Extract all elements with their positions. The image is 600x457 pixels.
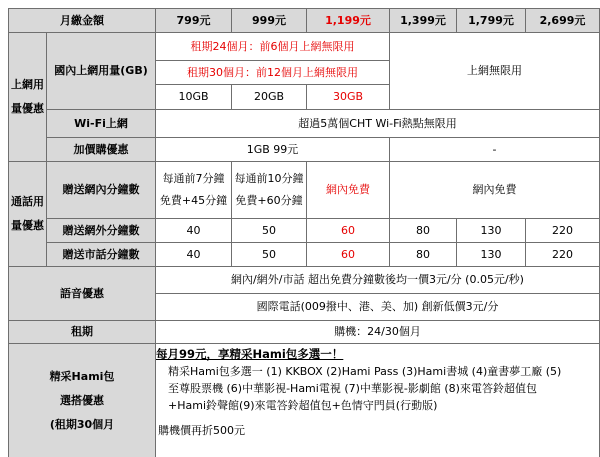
- addon-purchase-none: -: [390, 138, 600, 162]
- promo-30-months: 租期30個月：前12個月上網無限用: [156, 61, 390, 85]
- landline-1799: 130: [457, 243, 526, 267]
- price-1199: 1,199元: [307, 9, 390, 33]
- voice-offer-label: 語音優惠: [9, 267, 156, 321]
- landline-999: 50: [232, 243, 307, 267]
- data-usage-1199: 30GB: [307, 85, 390, 110]
- voice-offer-international-rate: 國際電話(009撥中、港、美、加) 創新低價3元/分: [156, 294, 600, 321]
- landline-799: 40: [156, 243, 232, 267]
- domestic-data-label: 國內上網用量(GB): [47, 33, 156, 110]
- price-1799: 1,799元: [457, 9, 526, 33]
- landline-1399: 80: [390, 243, 457, 267]
- hami-option-line1: 精采Hami包多選一 (1) KKBOX (2)Hami Pass (3)Hami書城 (4)童書夢工廠 (5): [168, 365, 562, 378]
- wifi-label: Wi-Fi上網: [47, 110, 156, 138]
- offnet-1399: 80: [390, 219, 457, 243]
- addon-purchase-label: 加價購優惠: [47, 138, 156, 162]
- voice-group-label: [9, 162, 47, 267]
- wifi-value: 超過5萬個CHT Wi-Fi熱點無限用: [156, 110, 600, 138]
- offnet-1199: 60: [307, 219, 390, 243]
- onnet-minutes-799: [156, 162, 232, 219]
- onnet-minutes-high-plans: 網內免費: [390, 162, 600, 219]
- onnet-minutes-label: 贈送網內分鐘數: [47, 162, 156, 219]
- offnet-1799: 130: [457, 219, 526, 243]
- hami-option-line3: +Hami鈴聲館(9)來電答鈴超值包+色情守門員(行動版): [168, 399, 438, 412]
- internet-group-label-line1: 上網用: [11, 78, 44, 91]
- onnet-999-line2: 免費+60分鐘: [235, 194, 303, 207]
- hami-label-line2: 選搭優惠: [60, 393, 104, 407]
- offnet-799: 40: [156, 219, 232, 243]
- monthly-fee-label: 月繳金額: [9, 9, 156, 33]
- internet-group-label: [9, 33, 47, 162]
- data-usage-999: 20GB: [232, 85, 307, 110]
- voice-group-label-line2: 量優惠: [11, 219, 44, 232]
- data-usage-799: 10GB: [156, 85, 232, 110]
- contract-term-value: 購機：24/30個月: [156, 321, 600, 344]
- onnet-minutes-999: [232, 162, 307, 219]
- landline-2699: 220: [526, 243, 600, 267]
- price-999: 999元: [232, 9, 307, 33]
- price-2699: 2,699元: [526, 9, 600, 33]
- hami-bundle-title: 每月99元，享精采Hami包多選一！: [156, 347, 344, 361]
- landline-minutes-label: 贈送市話分鐘數: [47, 243, 156, 267]
- voice-offer-overage-rate: 網內/網外/市話 超出免費分鐘數後均一價3元/分 (0.05元/秒): [156, 267, 600, 294]
- promo-24-months: 租期24個月：前6個月上網無限用: [156, 33, 390, 61]
- onnet-minutes-1199: 網內免費: [307, 162, 390, 219]
- hami-option-line2: 至尊股票機 (6)中華影視-Hami電視 (7)中華影視-影劇館 (8)來電答鈴超值包: [168, 382, 537, 395]
- voice-group-label-line1: 通話用: [11, 195, 44, 208]
- internet-group-label-line2: 量優惠: [11, 102, 44, 115]
- addon-purchase-value: 1GB 99元: [156, 138, 390, 162]
- hami-label-line1: 精采Hami包: [49, 369, 115, 383]
- onnet-799-line2: 免費+45分鐘: [159, 194, 228, 207]
- price-1399: 1,399元: [390, 9, 457, 33]
- contract-term-label: 租期: [9, 321, 156, 344]
- offnet-999: 50: [232, 219, 307, 243]
- price-799: 799元: [156, 9, 232, 33]
- hami-bundle-details: [156, 344, 600, 457]
- onnet-999-line1: 每通前10分鐘: [234, 172, 304, 185]
- landline-1199: 60: [307, 243, 390, 267]
- unlimited-data-high-plans: 上網無限用: [390, 33, 600, 110]
- hami-bundle-label: [9, 344, 156, 457]
- offnet-minutes-label: 贈送網外分鐘數: [47, 219, 156, 243]
- onnet-799-line1: 每通前7分鐘: [162, 172, 225, 185]
- hami-label-line3: (租期30個月: [49, 417, 115, 431]
- offnet-2699: 220: [526, 219, 600, 243]
- hami-device-discount: 購機價再折500元: [158, 424, 245, 437]
